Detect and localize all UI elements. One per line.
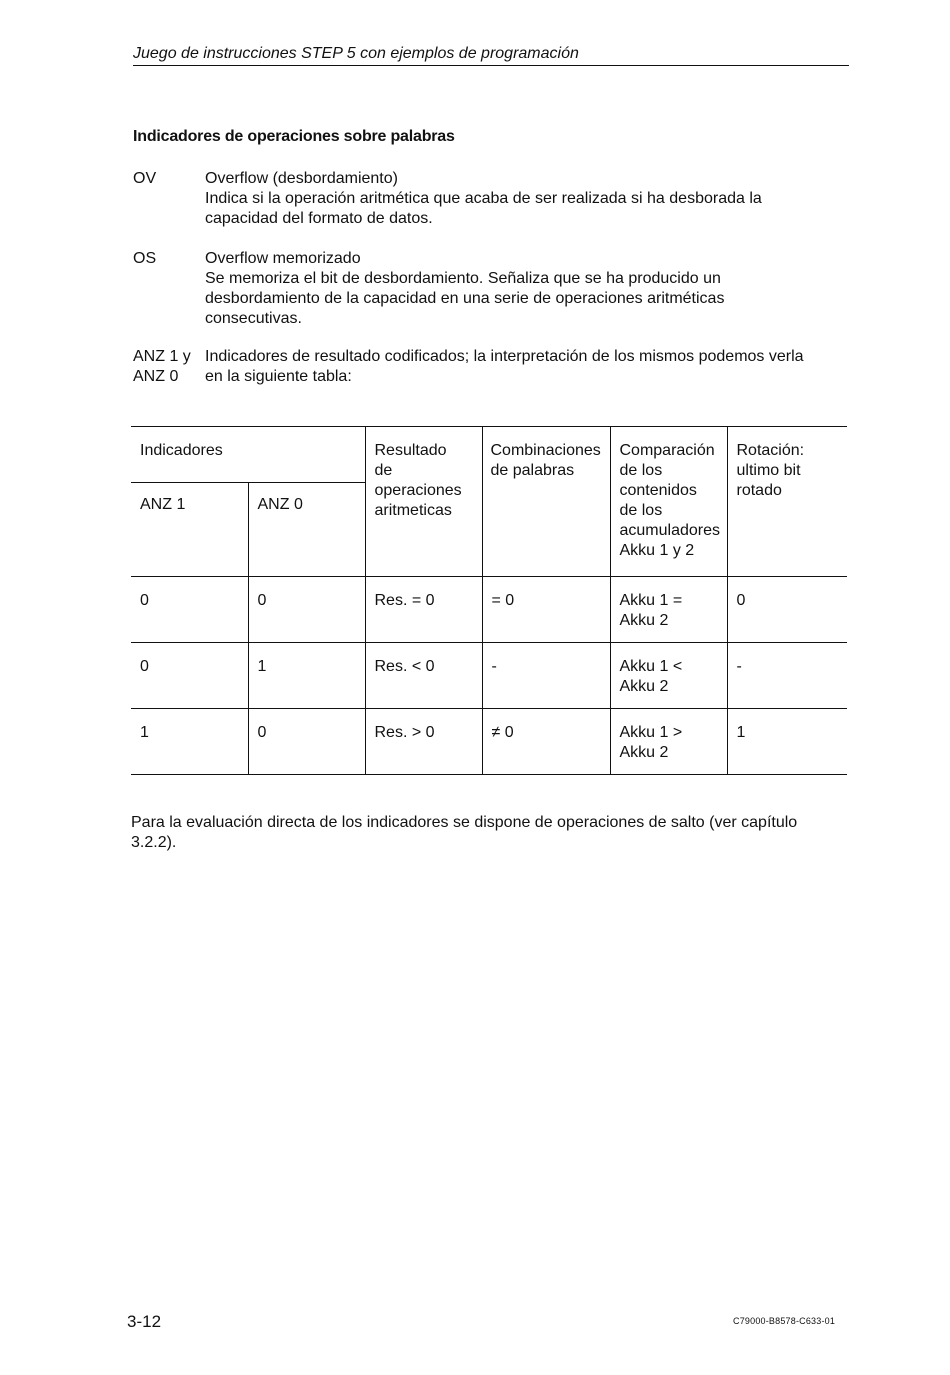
cell-rotation: 0 [727,577,847,643]
definition-line: consecutivas. [205,310,302,327]
header-comparacion [610,427,727,577]
header-line: Combinaciones [490,442,601,459]
header-resultado [365,427,482,577]
definition-line: Overflow memorizado [205,250,361,267]
document-code: C79000-B8578-C633-01 [733,1316,836,1326]
definition-line: Indicadores de resultado codificados; la interpretación de los mismos podemos verla [205,348,804,365]
comparison-line: Akku 1 < [619,658,683,675]
definition-line: en la siguiente tabla: [205,368,352,385]
cell-result: Res. > 0 [365,709,482,775]
definition-anz [133,347,849,387]
definition-body [205,169,849,229]
definition-line: desbordamiento de la capacidad en una serie de operaciones aritméticas [205,290,725,307]
header-line: Rotación: [736,442,805,459]
comparison-line: Akku 2 [619,744,669,761]
comparison-line: Akku 1 > [619,724,683,741]
cell-result: Res. = 0 [365,577,482,643]
header-line: Comparación [619,442,715,459]
table-row [131,577,847,643]
definition-term: OS [133,250,157,267]
header-line: Akku 1 y 2 [619,542,695,559]
cell-rotation: 1 [727,709,847,775]
cell-anz1: 0 [131,643,248,709]
definition-os [133,249,849,329]
header-anz1: ANZ 1 [131,482,248,576]
header-line: de palabras [490,462,575,479]
cell-combination: - [482,643,610,709]
note-line: Para la evaluación directa de los indicadores se dispone de operaciones de salto (ver capítulo [131,814,798,831]
cell-combination: ≠ 0 [482,709,610,775]
definition-term [133,347,205,387]
comparison-line: Akku 2 [619,678,669,695]
definition-line: Overflow (desbordamiento) [205,170,398,187]
comparison-line: Akku 1 = [619,592,683,609]
cell-comparison [610,709,727,775]
cell-anz0: 1 [248,643,365,709]
definition-term-line: ANZ 1 y [133,348,191,365]
header-line: operaciones [374,482,462,499]
definition-line: Indica si la operación aritmética que acaba de ser realizada si ha desborada la [205,190,762,207]
closing-note [131,813,847,853]
table-row [131,643,847,709]
running-header: Juego de instrucciones STEP 5 con ejemplos de programación [133,44,849,66]
definition-term: OV [133,170,157,187]
header-line: ultimo bit [736,462,801,479]
cell-result: Res. < 0 [365,643,482,709]
definition-line: Se memoriza el bit de desbordamiento. Señaliza que se ha producido un [205,270,721,287]
header-line: Resultado [374,442,447,459]
definition-body [205,347,849,387]
header-line: aritmeticas [374,502,452,519]
indicator-table [131,426,847,775]
definition-term-line: ANZ 0 [133,368,179,385]
cell-anz0: 0 [248,577,365,643]
definition-body [205,249,849,329]
table-header-row [131,427,847,483]
page-number: 3-12 [127,1312,162,1331]
header-line: de los [619,502,663,519]
header-indicadores: Indicadores [131,427,365,483]
header-line: de [374,462,393,479]
cell-combination: = 0 [482,577,610,643]
cell-rotation: - [727,643,847,709]
cell-comparison [610,643,727,709]
table-row [131,709,847,775]
header-line: acumuladores [619,522,720,539]
note-line: 3.2.2). [131,834,177,851]
cell-anz0: 0 [248,709,365,775]
header-combinaciones [482,427,610,577]
header-rotacion [727,427,847,577]
header-line: de los [619,462,663,479]
comparison-line: Akku 2 [619,612,669,629]
header-line: contenidos [619,482,697,499]
cell-comparison [610,577,727,643]
definition-ov [133,169,849,229]
cell-anz1: 1 [131,709,248,775]
header-anz0: ANZ 0 [248,482,365,576]
definition-line: capacidad del formato de datos. [205,210,433,227]
cell-anz1: 0 [131,577,248,643]
header-line: rotado [736,482,782,499]
section-heading: Indicadores de operaciones sobre palabras [133,128,455,145]
